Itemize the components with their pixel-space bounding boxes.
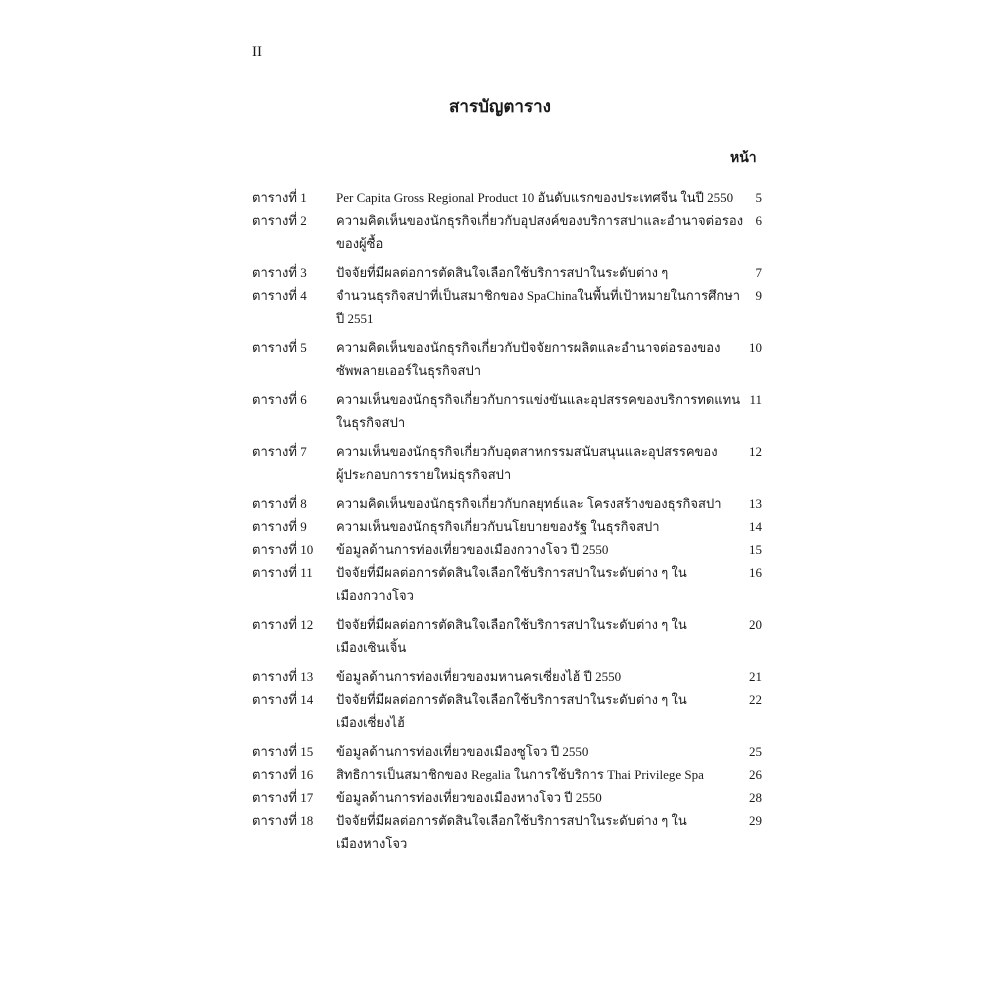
toc-entry[interactable] [252,561,762,607]
toc-entry-title-line: ปี 2551 [336,311,374,326]
toc-entry-title-line: ผู้ประกอบการรายใหม่ธุรกิจสปา [336,467,512,482]
toc-entry-title-line: เมืองเซี่ยงไฮ้ [336,715,405,730]
toc-entry-title [336,613,716,659]
toc-entry-title-line: ความเห็นของนักธุรกิจเกี่ยวกับการแข่งขันและอุปสรรคของบริการทดแทน [336,392,741,407]
toc-entry-page: 6 [755,213,762,228]
toc-entry-title [336,740,716,763]
toc-entry-label: ตารางที่ 5 [252,340,307,355]
toc-entry-title-line: สิทธิการเป็นสมาชิกของ Regalia ในการใช้บริการ Thai Privilege Spa [336,767,704,782]
toc-entry-label: ตารางที่ 7 [252,444,307,459]
toc-entry-page: 10 [749,340,762,355]
toc-entry-label: ตารางที่ 8 [252,496,307,511]
toc-entry[interactable] [252,261,762,284]
toc-entry-title-line: ข้อมูลด้านการท่องเที่ยวของเมืองกวางโจว ปี 2550 [336,542,609,557]
toc-entry[interactable] [252,209,762,255]
toc-entry-page: 5 [755,190,762,205]
toc-entry[interactable] [252,440,762,486]
toc-entry-title [336,665,716,688]
toc-entry-label: ตารางที่ 15 [252,744,314,759]
toc-entry-title [336,440,716,486]
toc-entry-title-line: ข้อมูลด้านการท่องเที่ยวของมหานครเซี่ยงไฮ้ ปี 2550 [336,669,622,684]
toc-entry-title-line: เมืองหางโจว [336,836,408,851]
toc-entry-page: 15 [749,542,762,557]
toc-entry-title [336,388,741,434]
toc-entry-title-line: ความเห็นของนักธุรกิจเกี่ยวกับนโยบายของรัฐ ในธุรกิจสปา [336,519,660,534]
toc-entry-title-line: ความคิดเห็นของนักธุรกิจเกี่ยวกับกลยุทธ์และ โครงสร้างของธุรกิจสปา [336,496,722,511]
toc-entry-label: ตารางที่ 12 [252,617,314,632]
page-column-header: หน้า [730,151,757,166]
toc-entry-title [336,763,716,786]
toc-entry-page: 28 [749,790,762,805]
page-number: II [252,44,262,60]
toc-entry[interactable] [252,613,762,659]
toc-entry-title [336,538,716,561]
toc-entry-label: ตารางที่ 6 [252,392,307,407]
toc-entry-title [336,284,741,330]
toc-entry-title-line: ปัจจัยที่มีผลต่อการตัดสินใจเลือกใช้บริการสปาในระดับต่าง ๆ ใน [336,813,687,828]
toc-entry-page: 25 [749,744,762,759]
toc-entry-title-line: เมืองกวางโจว [336,588,414,603]
toc-entry-page: 20 [749,617,762,632]
table-of-tables-list [252,186,762,861]
toc-entry-title-line: ซัพพลายเออร์ในธุรกิจสปา [336,363,482,378]
toc-entry-title-line: ปัจจัยที่มีผลต่อการตัดสินใจเลือกใช้บริการสปาในระดับต่าง ๆ ใน [336,565,687,580]
toc-entry-label: ตารางที่ 2 [252,213,307,228]
toc-entry-title-line: ปัจจัยที่มีผลต่อการตัดสินใจเลือกใช้บริการสปาในระดับต่าง ๆ ใน [336,692,687,707]
toc-entry-title-line: จำนวนธุรกิจสปาที่เป็นสมาชิกของ SpaChinaในพื้นที่เป้าหมายในการศึกษา [336,288,741,303]
toc-entry-title-line: ข้อมูลด้านการท่องเที่ยวของเมืองซูโจว ปี 2550 [336,744,589,759]
toc-entry[interactable] [252,688,762,734]
toc-entry[interactable] [252,740,762,763]
toc-entry-page: 11 [749,392,762,407]
toc-entry-label: ตารางที่ 13 [252,669,314,684]
toc-entry[interactable] [252,515,762,538]
toc-entry-title-line: ข้อมูลด้านการท่องเที่ยวของเมืองหางโจว ปี 2550 [336,790,602,805]
toc-entry-title [336,688,716,734]
toc-entry[interactable] [252,538,762,561]
toc-entry-page: 26 [749,767,762,782]
toc-entry-title-line: ในธุรกิจสปา [336,415,406,430]
toc-entry-title-line: ความคิดเห็นของนักธุรกิจเกี่ยวกับปัจจัยการผลิตและอำนาจต่อรองของ [336,340,721,355]
toc-entry[interactable] [252,763,762,786]
toc-entry-page: 16 [749,565,762,580]
toc-entry-label: ตารางที่ 17 [252,790,314,805]
toc-entry-title [336,809,716,855]
toc-entry-title-line: Per Capita Gross Regional Product 10 อันดับแรกของประเทศจีน ในปี 2550 [336,190,734,205]
toc-entry-label: ตารางที่ 16 [252,767,314,782]
toc-entry-title-line: ปัจจัยที่มีผลต่อการตัดสินใจเลือกใช้บริการสปาในระดับต่าง ๆ ใน [336,617,687,632]
toc-entry[interactable] [252,186,762,209]
page-title: สารบัญตาราง [449,97,551,116]
toc-entry-label: ตารางที่ 1 [252,190,307,205]
toc-entry-page: 29 [749,813,762,828]
toc-entry-label: ตารางที่ 9 [252,519,307,534]
toc-entry-label: ตารางที่ 10 [252,542,314,557]
toc-entry-title-line: ความคิดเห็นของนักธุรกิจเกี่ยวกับอุปสงค์ของบริการสปาและอำนาจต่อรอง [336,213,744,228]
toc-entry[interactable] [252,809,762,855]
toc-entry[interactable] [252,388,762,434]
toc-entry-title [336,261,716,284]
toc-entry-page: 14 [749,519,762,534]
toc-entry-title [336,561,716,607]
toc-entry-title-line: เมืองเซินเจิ้น [336,640,407,655]
toc-entry-title [336,515,716,538]
toc-entry-page: 22 [749,692,762,707]
toc-entry-page: 9 [755,288,762,303]
toc-entry-label: ตารางที่ 3 [252,265,307,280]
toc-entry[interactable] [252,786,762,809]
toc-entry-title [336,209,744,255]
toc-entry-label: ตารางที่ 14 [252,692,314,707]
toc-entry[interactable] [252,284,762,330]
toc-entry[interactable] [252,492,762,515]
toc-entry-title-line: ความเห็นของนักธุรกิจเกี่ยวกับอุตสาหกรรมสนับสนุนและอุปสรรคของ [336,444,718,459]
toc-entry-label: ตารางที่ 11 [252,565,313,580]
toc-entry-label: ตารางที่ 18 [252,813,314,828]
toc-entry-title [336,492,722,515]
toc-entry-title [336,336,721,382]
toc-entry-page: 7 [755,265,762,280]
toc-entry[interactable] [252,336,762,382]
toc-entry-title [336,786,716,809]
toc-entry[interactable] [252,665,762,688]
toc-entry-page: 21 [749,669,762,684]
toc-entry-title-line: ของผู้ซื้อ [336,236,384,251]
toc-entry-label: ตารางที่ 4 [252,288,307,303]
toc-entry-title [336,186,734,209]
toc-entry-page: 13 [749,496,762,511]
toc-entry-page: 12 [749,444,762,459]
toc-entry-title-line: ปัจจัยที่มีผลต่อการตัดสินใจเลือกใช้บริการสปาในระดับต่าง ๆ [336,265,669,280]
